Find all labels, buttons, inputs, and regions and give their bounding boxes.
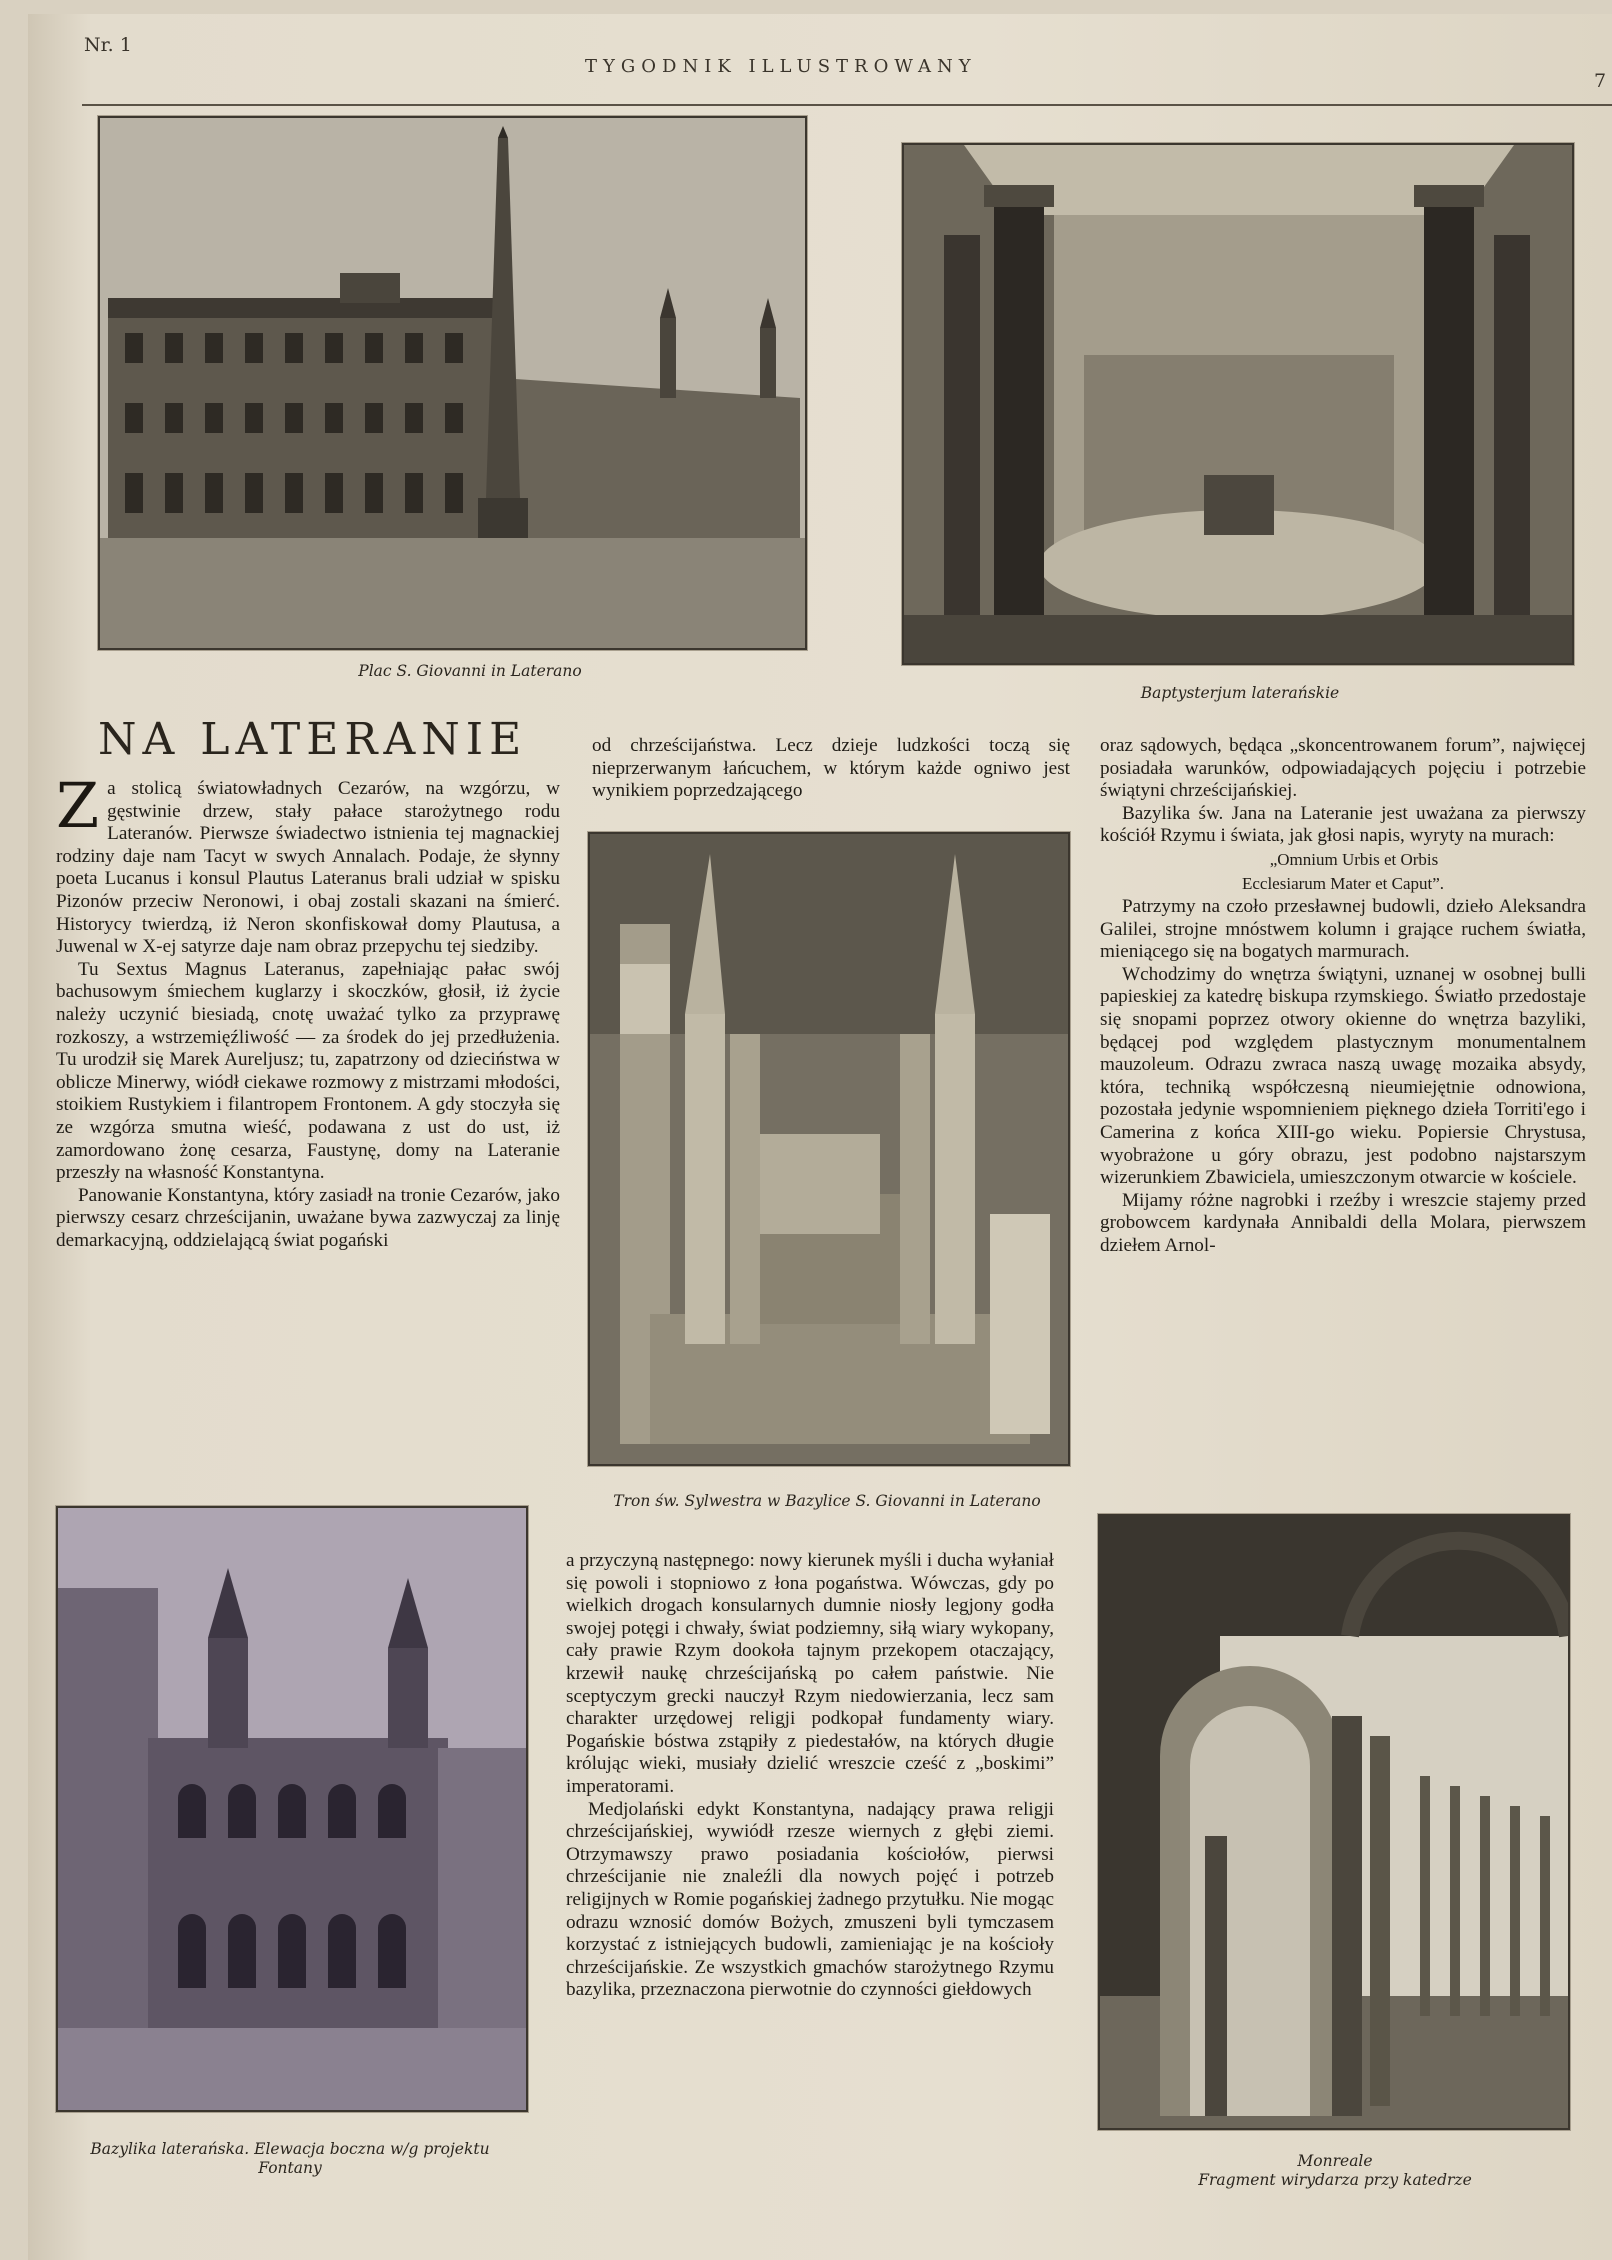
- article-column-3: [1100, 735, 1586, 1257]
- caption-tron: Tron św. Sylwestra w Bazylice S. Giovanni in Laterano: [613, 1492, 1041, 1510]
- article-title: NA LATERANIE: [98, 714, 528, 765]
- caption-monreale-line-2: Fragment wirydarza przy katedrze: [1198, 2171, 1472, 2190]
- col3-paragraph-5: Mijamy różne nagrobki i rzeźby i wreszcie stajemy przed grobowcem kardynała Annibaldi della Molara, pierwszem dziełem Arnol-: [1100, 1189, 1586, 1256]
- photo-plac-s-giovanni: [98, 116, 807, 650]
- caption-bazylika-line-2: Fontany: [258, 2159, 322, 2178]
- quote-line-2: Ecclesiarum Mater et Caput”.: [1241, 873, 1445, 893]
- photo-tron-sylwestra: [588, 832, 1070, 1466]
- col3-paragraph-3: Patrzymy na czoło przesławnej budowli, dzieło Aleksandra Galilei, strojne mnóstwem kolumn i grające ruchem światła, mieniącego się na bogatych marmurach.: [1100, 895, 1586, 963]
- col2-top-paragraph: od chrześcijaństwa. Lecz dzieje ludzkości toczą się nieprzerwanym łańcuchem, w którym każde ogniwo jest wynikiem poprzedzającego: [592, 735, 1070, 802]
- col1-paragraph-2: Tu Sextus Magnus Lateranus, zapełniając pałac swój bachusowym śmiechem kuglarzy i skoczków, głosił, iż życie należy uczynić biesiadą, cnotę uważać tylko za przyprawę rozkoszy, a wstrzemięźliwość — za środek do jej przedłużenia. Tu urodził się Marek Aureljusz; tu, zapatrzony od dzieciństwa w oblicze Minerwy, wiódł ciekawe rozmowy z mistrzami młodości, stoikiem Rustykiem i filantropem Frontonem. A gdy stoczyła się ze wzgórza smutna wieść, podawana z ust do ust, iż zamordowano żonę cesarza, Faustynę, domy na Lateranie przeszły na własność Konstantyna.: [56, 958, 560, 1184]
- caption-monreale-line-1: Monreale: [1297, 2152, 1373, 2170]
- photo-bazylika-lateranska: [56, 1506, 528, 2112]
- col2-paragraph-2: Medjolański edykt Konstantyna, nadający prawa religji chrześcijańskiej, wywiódł rzesze wiernych z głębi ziemi. Otrzymawszy prawo posiadania kościołów, pierwsi chrześcijanie nie znaleźli dla nowych pojęć i potrzeb religijnych w Romie pogańskiej żadnego przytułku. Nie mogąc odrazu wznosić domów Bożych, zmuszeni byli tymczasem korzystać z istniejących budowli, zamieniając je na kościoły chrześcijańskie. Ze wszystkich gmachów starożytnego Rzymu bazylika, przeznaczona pierwotnie do czynności giełdowych: [566, 1798, 1054, 2001]
- header-rule: [82, 104, 1612, 106]
- col3-paragraph-4: Wchodzimy do wnętrza świątyni, uznanej w osobnej bulli papieskiej za katedrę biskupa rzymskiego. Światło przedostaje się snopami poprzez otwory okienne do wnętrza bazyliki, będącej pod względem plastycznym monumentalnem mauzoleum. Odrazu zwraca naszą uwagę mozaika absydy, która, techniką współczesną nieumiejętnie odnowiona, pozostała jedynie wspomnieniem pięknego dzieła Torriti'ego i Camerina z końca XIII-go wieku. Popiersie Chrystusa, wyobrażone u góry obrazu, jest podobno najstarszym wizerunkiem Zbawiciela, umieszczonym otwarcie w kościele.: [1100, 963, 1586, 1189]
- col3-paragraph-1: oraz sądowych, będąca „skoncentrowanem forum”, najwięcej posiadała warunków, odpowiadających pojęciu i potrzebie świątyni chrześcijańskiej.: [1100, 735, 1586, 802]
- quote-line-1: „Omnium Urbis et Orbis: [1269, 849, 1439, 869]
- col1-paragraph-1: a stolicą światowładnych Cezarów, na wzgórzu, w gęstwinie drzew, stały pałace starożytnego rodu Lateranów. Pierwsze świadectwo istnienia tej magnackiej rodziny daje nam Tacyt w swych Annalach. Podaje, że słynny poeta Lucanus i konsul Plautus Lateranus brali udział w spisku Pizonów przeciw Neronowi, i obaj zostali skazani na śmierć. Historycy twierdzą, iż Neron skonfiskował domy Plautusa, a Juwenal w X-ej satyrze daje nam obraz przepychu tej siedziby.: [56, 778, 560, 958]
- caption-bazylika: [40, 2140, 540, 2179]
- article-column-1: [56, 769, 560, 1252]
- latin-inscription: [1100, 848, 1586, 896]
- article-column-2-top: [592, 735, 1070, 803]
- drop-cap: Z: [56, 769, 100, 842]
- caption-monreale: [1100, 2152, 1570, 2191]
- magazine-name: TYGODNIK ILLUSTROWANY: [585, 56, 977, 77]
- col1-paragraph-3: Panowanie Konstantyna, który zasiadł na tronie Cezarów, jako pierwszy cesarz chrześcijanin, uważane bywa zazwyczaj za linję demarkacyjną, oddzielającą świat pogański: [56, 1184, 560, 1251]
- page-number: 7: [1594, 70, 1607, 92]
- article-column-2-bottom: [566, 1550, 1054, 2002]
- photo-baptysterjum: [902, 143, 1574, 665]
- caption-bazylika-line-1: Bazylika laterańska. Elewacja boczna w/g projektu: [90, 2140, 490, 2158]
- caption-plac: Plac S. Giovanni in Laterano: [358, 662, 582, 680]
- col2-paragraph-1: a przyczyną następnego: nowy kierunek myśli i ducha wyłaniał się powoli i stopniowo z łona pogaństwa. Wówczas, gdy po wielkich drogach konsularnych dumnie niosły legjony godła swojej potęgi i chwały, świat podziemny, siłą wiary wykopany, cały prawie Rzym dookoła tajnym przekopem otaczający, krzewił naukę chrześcijańską po całem państwie. Nie sceptyczym grecki nauczył Rzym niedowierzania, lecz sam charakter urzędowej religji podkopał fundamenty wiary. Pogańskie bóstwa zstąpiły z piedestałów, na których długie królując wieki, musiały dzielić wreszcie cześć z „boskimi” imperatorami.: [566, 1550, 1054, 1797]
- caption-baptysterjum: Baptysterjum laterańskie: [1140, 684, 1340, 702]
- issue-number: Nr. 1: [84, 34, 132, 56]
- photo-monreale: [1098, 1514, 1570, 2130]
- col3-paragraph-2: Bazylika św. Jana na Lateranie jest uważana za pierwszy kościół Rzymu i świata, jak głosi napis, wyryty na murach:: [1100, 802, 1586, 847]
